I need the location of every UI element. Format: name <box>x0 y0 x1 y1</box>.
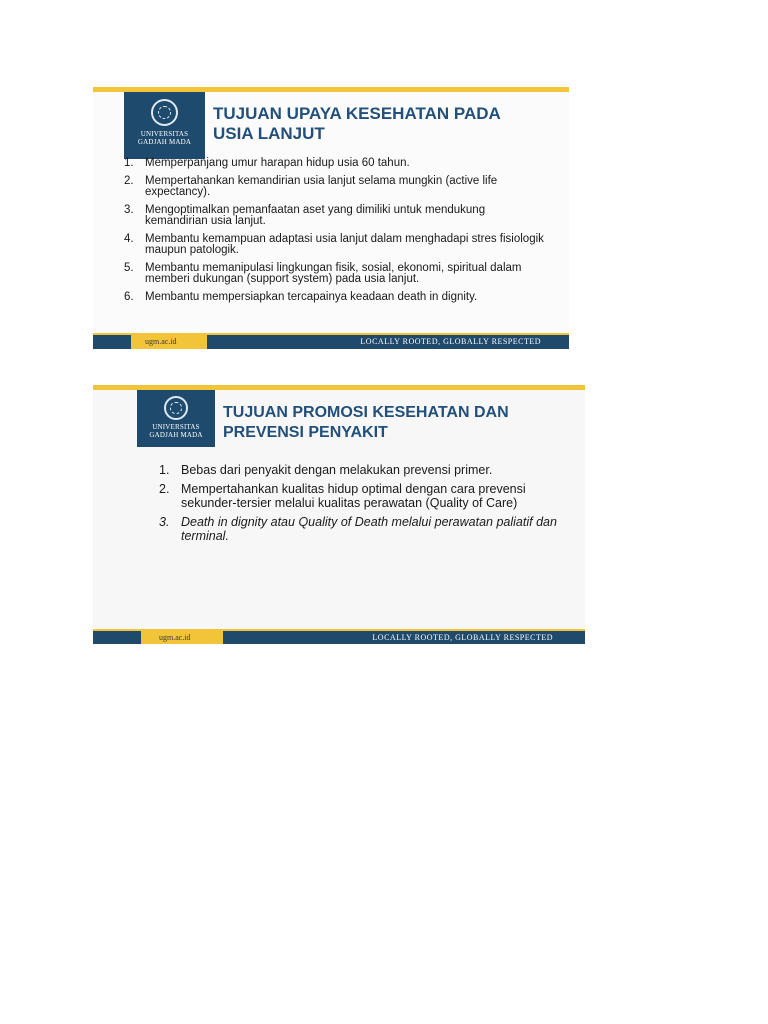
item-number: 6. <box>124 290 134 303</box>
title-line-1: TUJUAN UPAYA KESEHATAN PADA <box>213 104 501 123</box>
title-line-2: PREVENSI PENYAKIT <box>223 424 388 441</box>
logo-line-2: GADJAH MADA <box>137 138 192 146</box>
slide-footer <box>93 629 585 644</box>
item-text: Mengoptimalkan pemanfaatan aset yang dimiliki untuk mendukung kemandirian usia lanjut. <box>145 203 486 227</box>
ugm-seal-icon <box>151 99 178 126</box>
item-number: 3. <box>159 514 170 529</box>
list-item <box>124 263 544 286</box>
list-item <box>159 482 569 511</box>
goal-list <box>159 463 569 544</box>
item-text: Mempertahankan kemandirian usia lanjut selama mungkin (active life expectancy). <box>145 174 498 198</box>
ugm-logo <box>124 92 205 159</box>
list-item <box>124 176 544 199</box>
item-number: 1. <box>124 157 134 169</box>
item-text: Death in dignity atau Quality of Death melalui perawatan paliatif dan terminal. <box>181 514 557 543</box>
logo-line-1: UNIVERSITAS <box>140 130 189 138</box>
slide-footer <box>93 333 569 349</box>
item-number: 2. <box>159 481 170 496</box>
footer-url: ugm.ac.id <box>145 337 177 346</box>
item-text: Membantu kemampuan adaptasi usia lanjut dalam menghadapi stres fisiologik maupun patologik. <box>145 232 544 256</box>
item-text: Membantu mempersiapkan tercapainya keadaan death in dignity. <box>145 290 478 303</box>
footer-slogan: LOCALLY ROOTED, GLOBALLY RESPECTED <box>372 633 553 642</box>
slide-promosi-kesehatan <box>93 385 585 644</box>
item-number: 3. <box>124 203 134 216</box>
title-line-1: TUJUAN PROMOSI KESEHATAN DAN <box>223 404 509 421</box>
item-text: Memperpanjang umur harapan hidup usia 60 tahun. <box>145 157 410 169</box>
item-text: Bebas dari penyakit dengan melakukan prevensi primer. <box>181 463 493 477</box>
ugm-logo <box>137 390 215 447</box>
footer-url-tab <box>141 631 223 644</box>
list-item <box>124 158 544 170</box>
title-line-2: USIA LANJUT <box>213 124 325 143</box>
item-number: 4. <box>124 232 134 245</box>
footer-url: ugm.ac.id <box>159 633 191 642</box>
goal-list <box>124 158 544 303</box>
footer-slogan: LOCALLY ROOTED, GLOBALLY RESPECTED <box>360 337 541 346</box>
item-number: 2. <box>124 174 134 187</box>
item-number: 5. <box>124 261 134 274</box>
logo-line-2: GADJAH MADA <box>149 431 203 439</box>
slide-title <box>213 104 501 144</box>
logo-line-1: UNIVERSITAS <box>152 423 200 431</box>
list-item <box>124 234 544 257</box>
list-item <box>159 515 569 544</box>
item-text: Membantu memanipulasi lingkungan fisik, sosial, ekonomi, spiritual dalam memberi dukungan (support system) pada usia lanjut. <box>145 261 522 285</box>
list-item <box>124 205 544 228</box>
item-text: Mempertahankan kualitas hidup optimal dengan cara prevensi sekunder-tersier melalui kualitas perawatan (Quality of Care) <box>181 481 526 510</box>
slide-usia-lanjut <box>93 87 569 349</box>
footer-url-tab <box>131 335 207 349</box>
item-number: 1. <box>159 463 170 477</box>
list-item <box>124 292 544 304</box>
list-item <box>159 463 569 478</box>
slide-title <box>223 403 509 443</box>
ugm-seal-icon <box>164 396 188 420</box>
